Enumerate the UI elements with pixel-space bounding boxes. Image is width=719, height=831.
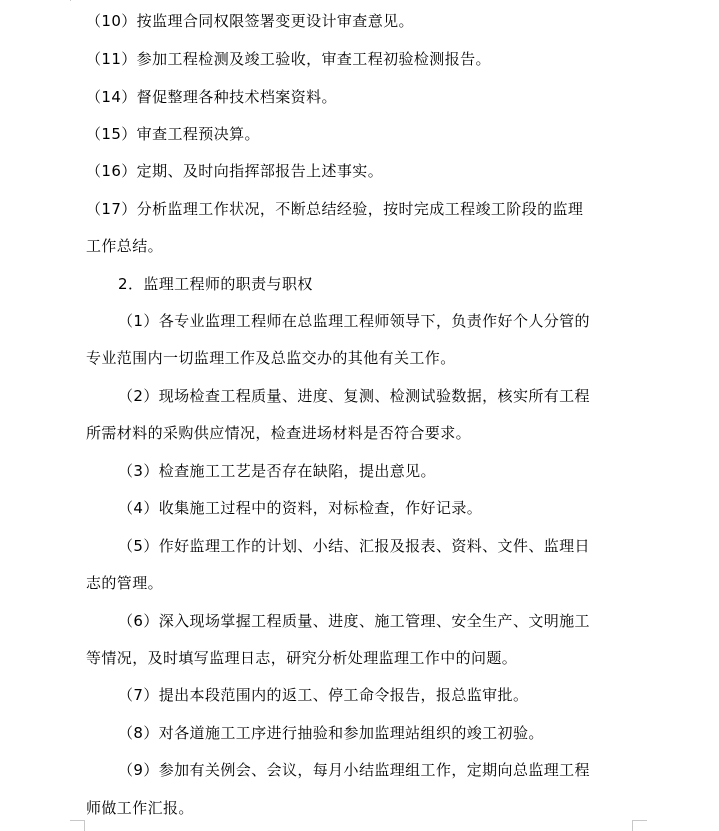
paragraph-line: （14）督促整理各种技术档案资料。: [86, 88, 337, 106]
paragraph-line: （10）按监理合同权限签署变更设计审查意见。: [86, 12, 414, 30]
paragraph-line: （16）定期、及时向指挥部报告上述事实。: [86, 162, 384, 180]
paragraph-line: （11）参加工程检测及竣工验收，审查工程初验检测报告。: [86, 50, 491, 68]
paragraph-line: （5）作好监理工作的计划、小结、汇报及报表、资料、文件、监理日: [118, 537, 590, 555]
paragraph-line: 等情况，及时填写监理日志，研究分析处理监理工作中的问题。: [86, 649, 518, 667]
paragraph-line: （2）现场检查工程质量、进度、复测、检测试验数据，核实所有工程: [118, 387, 590, 405]
paragraph-line: 所需材料的采购供应情况，检查进场材料是否符合要求。: [86, 424, 472, 442]
paragraph-line: （15）审查工程预决算。: [86, 125, 260, 143]
paragraph-line: 工作总结。: [86, 237, 164, 255]
paragraph-line: （8）对各道施工工序进行抽验和参加监理站组织的竣工初验。: [118, 724, 544, 742]
paragraph-line: （1）各专业监理工程师在总监理工程师领导下，负责作好个人分管的: [118, 312, 590, 330]
paragraph-line: （7）提出本段范围内的返工、停工命令报告，报总监审批。: [118, 686, 529, 704]
page-corner-mark-bottom-right: [632, 820, 647, 831]
section-heading: 2．监理工程师的职责与职权: [118, 275, 313, 293]
paragraph-line: 师做工作汇报。: [86, 799, 194, 817]
paragraph-line: 志的管理。: [86, 574, 164, 592]
paragraph-line: （9）参加有关例会、会议，每月小结监理组工作，定期向总监理工程: [118, 761, 590, 779]
paragraph-line: （6）深入现场掌握工程质量、进度、施工管理、安全生产、文明施工: [118, 612, 590, 630]
paragraph-line: 专业范围内一切监理工作及总监交办的其他有关工作。: [86, 349, 456, 367]
page-corner-mark-top-left: [70, 0, 71, 1]
paragraph-line: （3）检查施工工艺是否存在缺陷，提出意见。: [118, 462, 436, 480]
paragraph-line: （17）分析监理工作状况，不断总结经验，按时完成工程竣工阶段的监理: [86, 200, 584, 218]
paragraph-line: （4）收集施工过程中的资料，对标检查，作好记录。: [118, 499, 483, 517]
page-corner-mark-bottom-left: [70, 820, 85, 831]
